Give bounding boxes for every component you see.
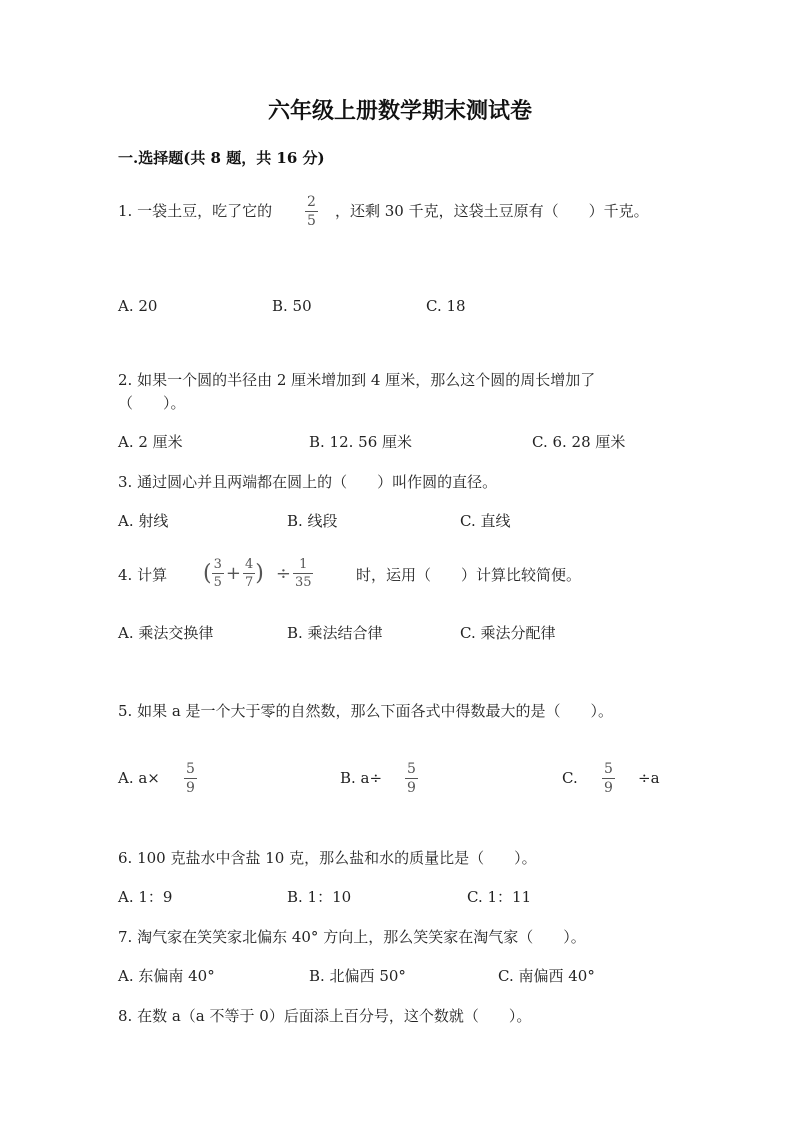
fraction-numerator: 4: [244, 557, 254, 572]
question-2-text-line1: 2. 如果一个圆的半径由 2 厘米增加到 4 厘米，那么这个圆的周长增加了: [118, 371, 596, 389]
expression-fraction-3: [293, 558, 314, 589]
question-5-option-a-text: A. a×: [118, 769, 160, 787]
question-6-option-b: B. 1：10: [287, 888, 352, 906]
question-7-option-c: C. 南偏西 40°: [498, 967, 595, 985]
expression-fraction-1: [212, 558, 224, 589]
question-7-option-a: A. 东偏南 40°: [118, 967, 215, 985]
question-2-text-line2: （ ）。: [118, 394, 186, 412]
plus-sign: +: [225, 563, 241, 584]
question-1-option-c: C. 18: [426, 297, 466, 315]
question-1-text-pre: 1. 一袋土豆，吃了它的: [118, 202, 273, 220]
divide-sign: ÷: [275, 563, 291, 584]
question-3-option-b: B. 线段: [287, 512, 338, 530]
question-2-option-b: B. 12. 56 厘米: [309, 433, 413, 451]
fraction-numerator: 5: [186, 761, 195, 777]
question-5-text: 5. 如果 a 是一个大于零的自然数，那么下面各式中得数最大的是（ ）。: [118, 702, 614, 720]
question-3-option-a: A. 射线: [118, 512, 169, 530]
question-1-text-post: ，还剩 30 千克，这袋土豆原有（ ）千克。: [335, 202, 649, 220]
fraction-denominator: 9: [186, 780, 195, 796]
question-8-text: 8. 在数 a（a 不等于 0）后面添上百分号，这个数就（ ）。: [118, 1007, 532, 1025]
question-7-option-b: B. 北偏西 50°: [309, 967, 406, 985]
question-5-option-c-text: C.: [562, 769, 578, 787]
section-heading: 一.选择题(共 8 题，共 16 分): [118, 149, 325, 167]
fraction-numerator: 1: [299, 557, 308, 572]
question-4-expression: [203, 558, 313, 589]
question-6-text: 6. 100 克盐水中含盐 10 克，那么盐和水的质量比是（ ）。: [118, 849, 537, 867]
fraction-numerator: 5: [407, 761, 416, 777]
question-3-option-c: C. 直线: [460, 512, 511, 530]
question-4-option-b: B. 乘法结合律: [287, 624, 383, 642]
question-6-option-a: A. 1：9: [118, 888, 173, 906]
fraction-denominator: 9: [407, 780, 416, 796]
question-5-option-c-post: ÷a: [638, 769, 660, 787]
fraction-denominator: 5: [307, 213, 316, 229]
question-1-fraction: [305, 195, 318, 228]
fraction-denominator: 35: [294, 575, 312, 590]
question-3-text: 3. 通过圆心并且两端都在圆上的（ ）叫作圆的直径。: [118, 473, 498, 491]
fraction-numerator: 2: [307, 194, 316, 210]
question-4-text-post: 时，运用（ ）计算比较简便。: [356, 566, 582, 584]
question-5-option-c-fraction: [602, 762, 615, 795]
question-1-option-a: A. 20: [118, 297, 158, 315]
question-5-option-b-text: B. a÷: [340, 769, 383, 787]
fraction-denominator: 7: [244, 575, 254, 590]
question-2-option-a: A. 2 厘米: [118, 433, 183, 451]
question-4-text-pre: 4. 计算: [118, 566, 168, 584]
question-1-option-b: B. 50: [272, 297, 312, 315]
left-paren: (: [203, 560, 212, 586]
expression-fraction-2: [243, 558, 255, 589]
question-4-option-a: A. 乘法交换律: [118, 624, 214, 642]
fraction-numerator: 5: [604, 761, 613, 777]
question-5-option-a-fraction: [184, 762, 197, 795]
fraction-denominator: 5: [213, 575, 222, 590]
right-paren: ): [255, 560, 264, 586]
question-2-option-c: C. 6. 28 厘米: [532, 433, 626, 451]
fraction-denominator: 9: [604, 780, 613, 796]
question-4-option-c: C. 乘法分配律: [460, 624, 556, 642]
page-title: 六年级上册数学期末测试卷: [267, 98, 532, 124]
question-5-option-b-fraction: [405, 762, 418, 795]
fraction-numerator: 3: [213, 557, 222, 572]
question-7-text: 7. 淘气家在笑笑家北偏东 40° 方向上，那么笑笑家在淘气家（ ）。: [118, 928, 586, 946]
question-6-option-c: C. 1：11: [467, 888, 532, 906]
